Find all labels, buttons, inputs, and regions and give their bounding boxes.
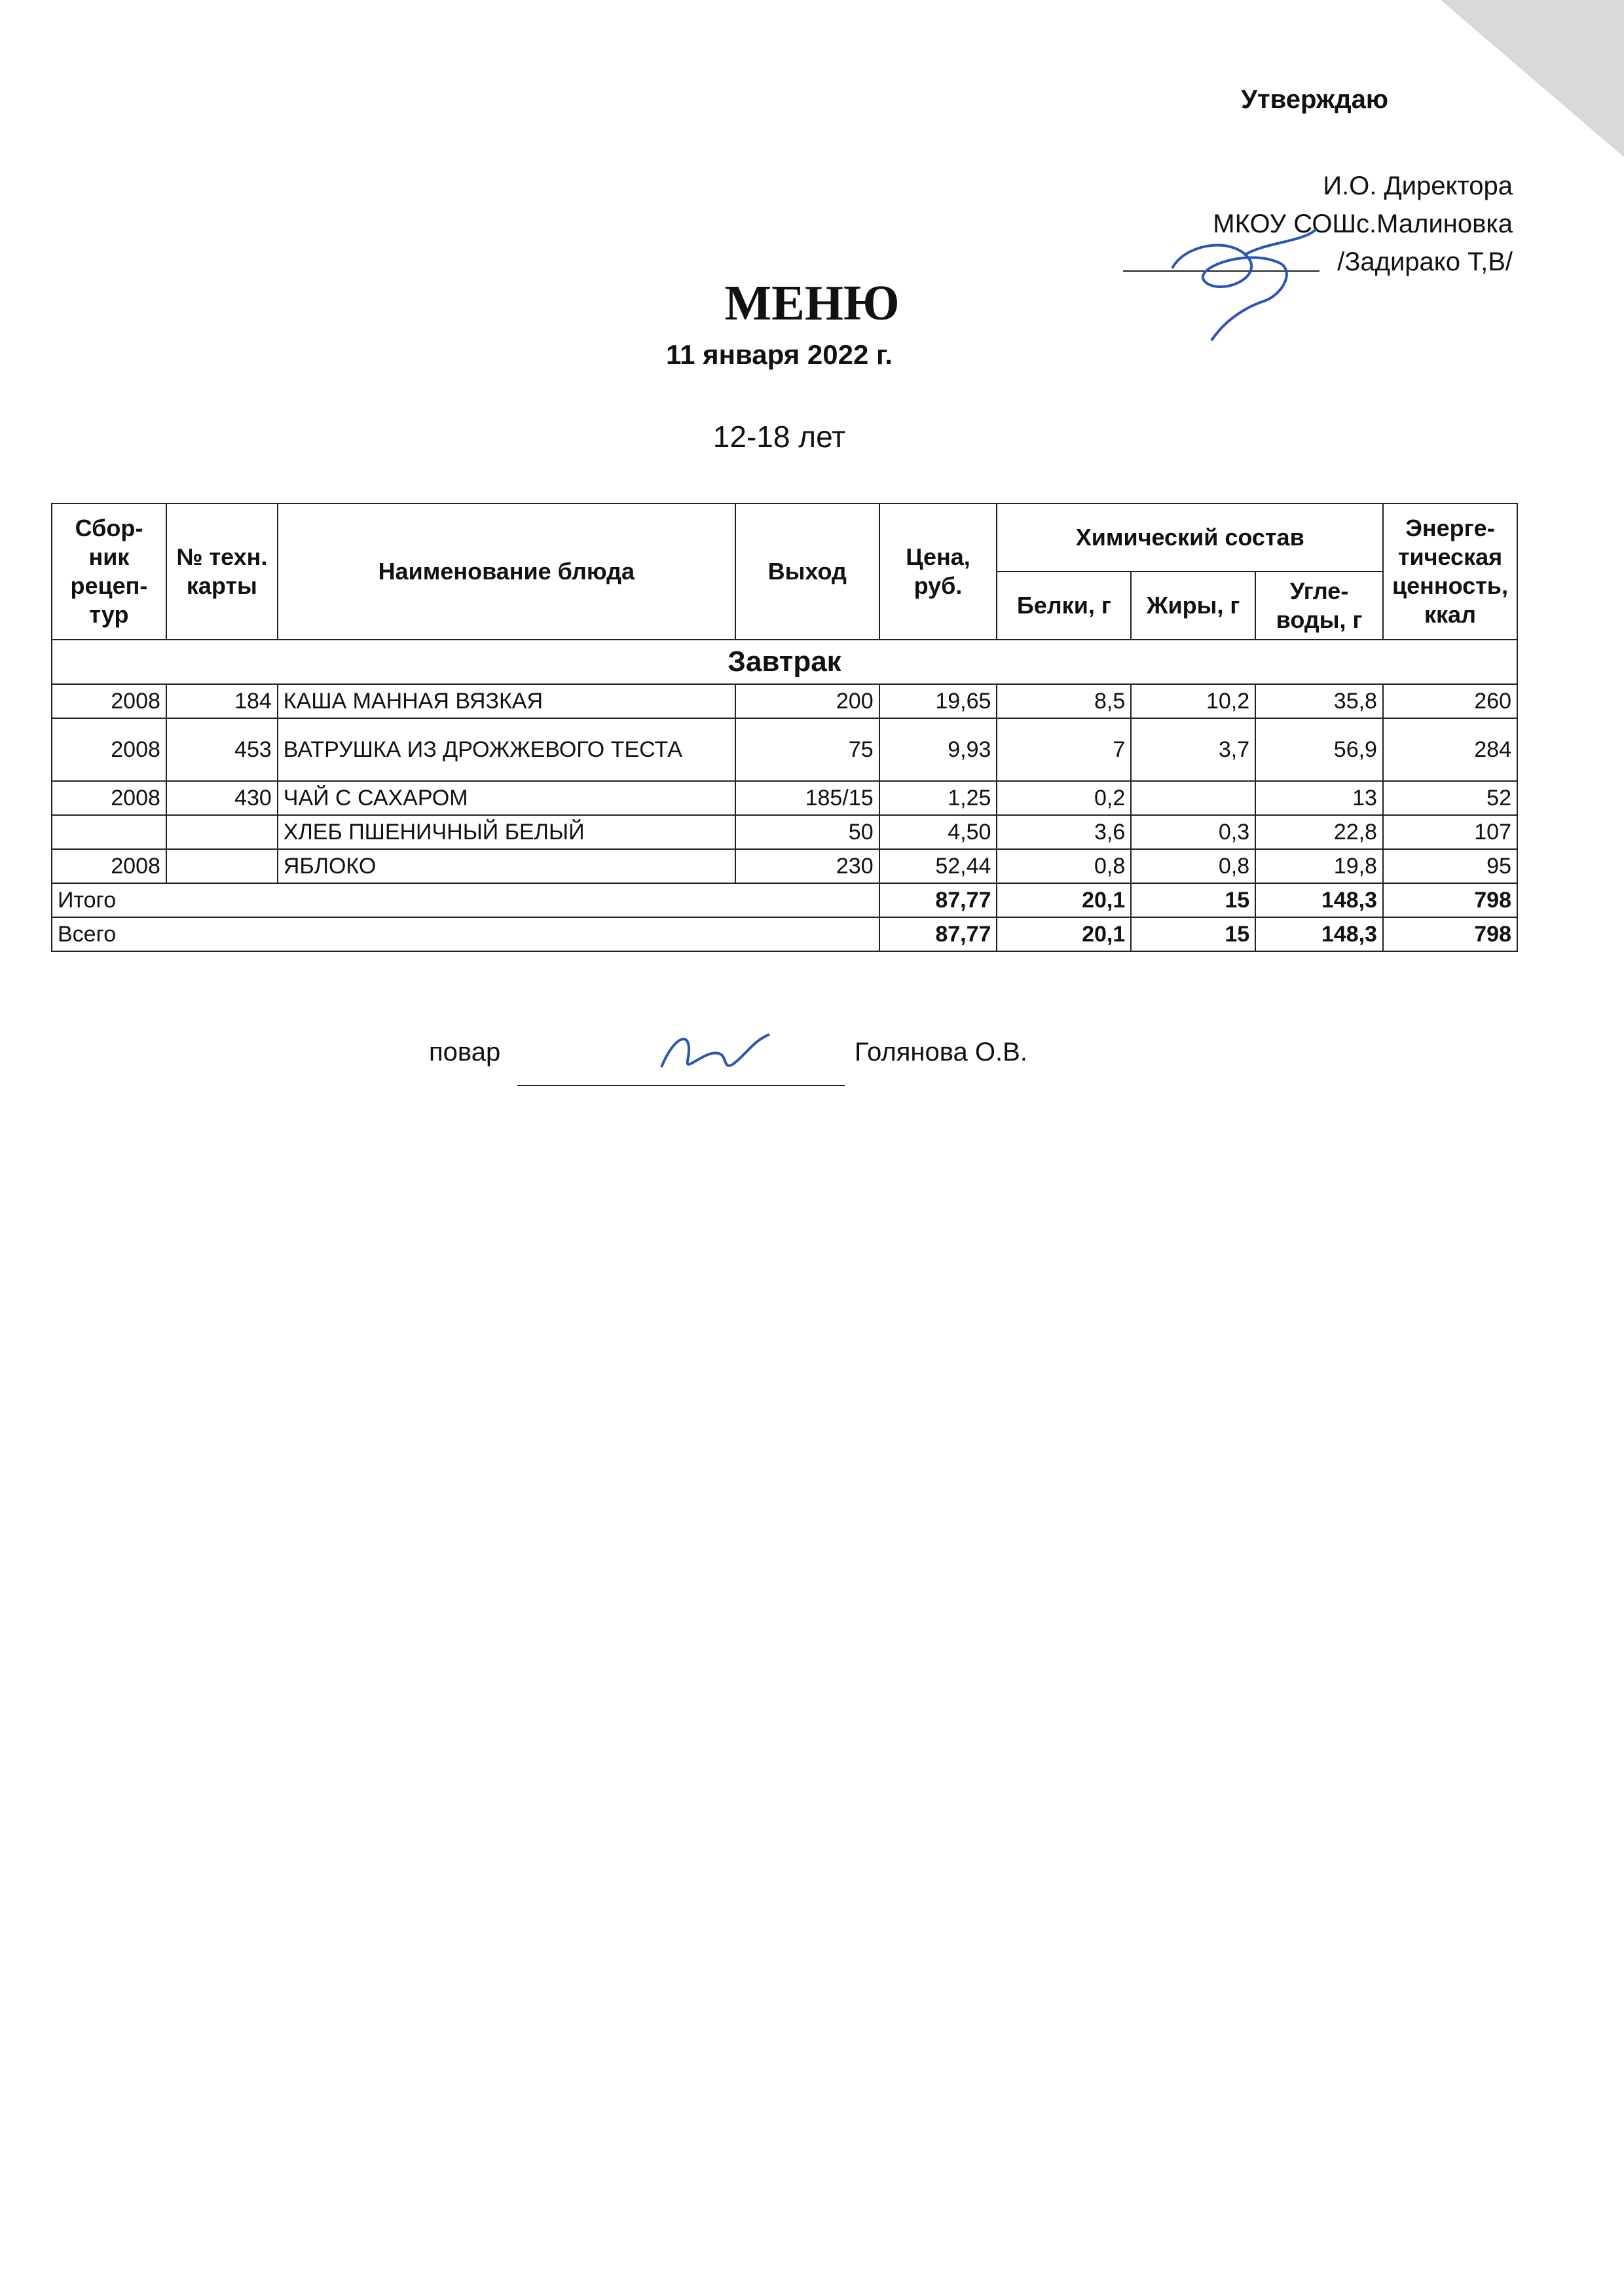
header-price: Цена, руб. <box>879 503 997 640</box>
table-row <box>52 718 1517 781</box>
section-breakfast: Завтрак <box>52 640 1517 684</box>
total-label: Всего <box>52 917 879 951</box>
cell-price: 52,44 <box>879 849 997 883</box>
cell-collection: 2008 <box>52 684 166 718</box>
subtotal-energy: 798 <box>1383 883 1517 917</box>
total-carbs: 148,3 <box>1255 917 1383 951</box>
cell-collection <box>52 815 166 849</box>
approval-heading: Утверждаю <box>1241 85 1388 114</box>
menu-table <box>51 503 1518 952</box>
cell-price: 9,93 <box>879 718 997 781</box>
header-chem: Химический состав <box>997 503 1383 572</box>
header-output: Выход <box>735 503 879 640</box>
total-price: 87,77 <box>879 917 997 951</box>
cell-price: 1,25 <box>879 781 997 815</box>
cell-energy: 107 <box>1383 815 1517 849</box>
cell-fats: 3,7 <box>1131 718 1255 781</box>
cell-carbs: 19,8 <box>1255 849 1383 883</box>
cell-card <box>166 815 278 849</box>
menu-title: МЕНЮ <box>724 276 900 331</box>
cell-energy: 260 <box>1383 684 1517 718</box>
header-fats: Жиры, г <box>1131 572 1255 640</box>
cell-proteins: 8,5 <box>997 684 1131 718</box>
cell-output: 50 <box>735 815 879 849</box>
cook-name: Голянова О.В. <box>855 1038 1027 1066</box>
cell-carbs: 22,8 <box>1255 815 1383 849</box>
cell-fats: 0,3 <box>1131 815 1255 849</box>
cell-carbs: 13 <box>1255 781 1383 815</box>
cell-output: 230 <box>735 849 879 883</box>
cell-price: 4,50 <box>879 815 997 849</box>
menu-date: 11 января 2022 г. <box>666 339 893 370</box>
page-corner-fold <box>1441 0 1624 157</box>
subtotal-price: 87,77 <box>879 883 997 917</box>
subtotal-proteins: 20,1 <box>997 883 1131 917</box>
cook-signature <box>648 1021 779 1087</box>
cell-proteins: 7 <box>997 718 1131 781</box>
cell-energy: 95 <box>1383 849 1517 883</box>
header-card: № техн. карты <box>166 503 278 640</box>
cell-dish: ВАТРУШКА ИЗ ДРОЖЖЕВОГО ТЕСТА <box>278 718 735 781</box>
cell-output: 200 <box>735 684 879 718</box>
cell-card <box>166 849 278 883</box>
approval-organization: МКОУ СОШс.Малиновка <box>1213 210 1513 238</box>
cell-carbs: 35,8 <box>1255 684 1383 718</box>
subtotal-fats: 15 <box>1131 883 1255 917</box>
cell-card: 184 <box>166 684 278 718</box>
cook-role: повар <box>429 1038 501 1066</box>
header-collection: Сбор-ник рецеп-тур <box>52 503 166 640</box>
table-row <box>52 684 1517 718</box>
cell-output: 185/15 <box>735 781 879 815</box>
approval-signatory: /Задирако Т,В/ <box>1337 247 1513 276</box>
subtotal-carbs: 148,3 <box>1255 883 1383 917</box>
header-dish: Наименование блюда <box>278 503 735 640</box>
cell-fats: 10,2 <box>1131 684 1255 718</box>
total-energy: 798 <box>1383 917 1517 951</box>
cell-output: 75 <box>735 718 879 781</box>
cell-price: 19,65 <box>879 684 997 718</box>
age-group: 12-18 лет <box>712 420 846 454</box>
cell-collection: 2008 <box>52 718 166 781</box>
cell-energy: 52 <box>1383 781 1517 815</box>
cell-dish: ЯБЛОКО <box>278 849 735 883</box>
cell-proteins: 0,2 <box>997 781 1131 815</box>
subtotal-row <box>52 883 1517 917</box>
header-proteins: Белки, г <box>997 572 1131 640</box>
cell-collection: 2008 <box>52 849 166 883</box>
cell-energy: 284 <box>1383 718 1517 781</box>
cell-fats <box>1131 781 1255 815</box>
cell-carbs: 56,9 <box>1255 718 1383 781</box>
cell-fats: 0,8 <box>1131 849 1255 883</box>
total-fats: 15 <box>1131 917 1255 951</box>
header-carbs: Угле-воды, г <box>1255 572 1383 640</box>
table-row <box>52 781 1517 815</box>
cell-dish: ХЛЕБ ПШЕНИЧНЫЙ БЕЛЫЙ <box>278 815 735 849</box>
table-row <box>52 815 1517 849</box>
header-energy: Энерге-тическая ценность, ккал <box>1383 503 1517 640</box>
total-row <box>52 917 1517 951</box>
cell-proteins: 0,8 <box>997 849 1131 883</box>
subtotal-label: Итого <box>52 883 879 917</box>
cell-card: 453 <box>166 718 278 781</box>
cell-dish: КАША МАННАЯ ВЯЗКАЯ <box>278 684 735 718</box>
cell-proteins: 3,6 <box>997 815 1131 849</box>
cell-dish: ЧАЙ С САХАРОМ <box>278 781 735 815</box>
table-row <box>52 849 1517 883</box>
approval-position: И.О. Директора <box>1323 172 1513 200</box>
total-proteins: 20,1 <box>997 917 1131 951</box>
cell-card: 430 <box>166 781 278 815</box>
cell-collection: 2008 <box>52 781 166 815</box>
